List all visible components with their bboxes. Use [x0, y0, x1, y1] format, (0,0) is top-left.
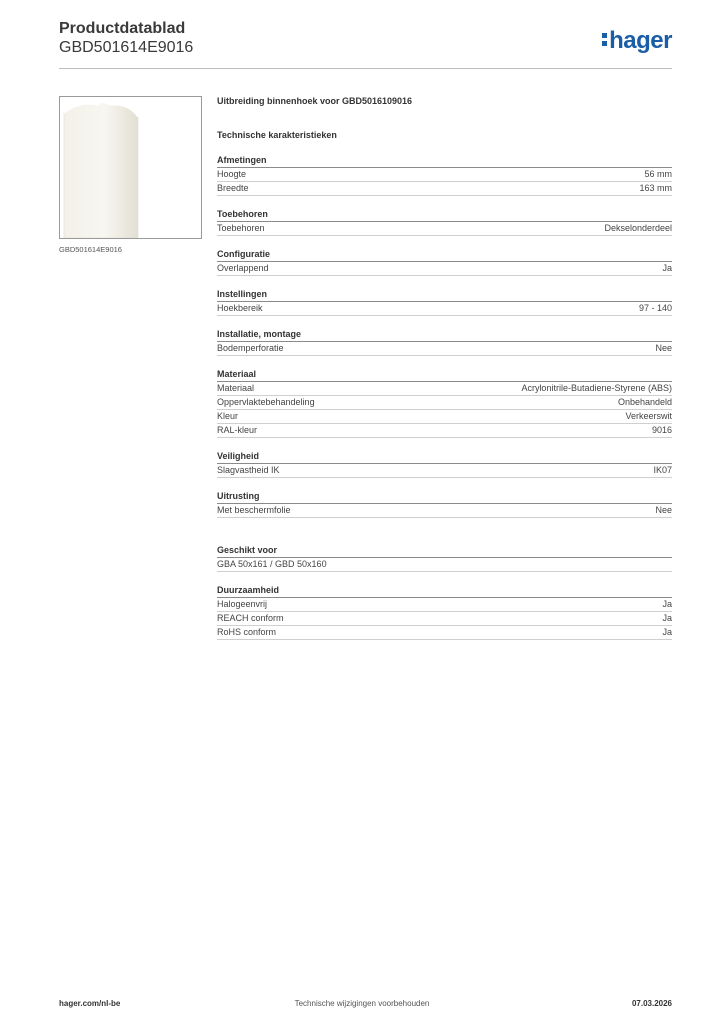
spec-value: 9016 [651, 425, 672, 435]
group-title: Materiaal [217, 368, 672, 382]
group-title: Afmetingen [217, 154, 672, 168]
group-title: Veiligheid [217, 450, 672, 464]
spec-row [217, 424, 672, 438]
spec-value: Verkeerswit [625, 411, 672, 421]
group-materiaal [217, 368, 672, 438]
product-photo-icon [60, 97, 201, 238]
spec-label: RoHS conform [217, 627, 277, 637]
header-divider [59, 68, 672, 69]
spec-row [217, 222, 672, 236]
group-title: Toebehoren [217, 208, 672, 222]
spec-label: Toebehoren [217, 223, 265, 233]
group-geschikt-voor [217, 544, 672, 572]
spec-label: Breedte [217, 183, 249, 193]
spec-value: Ja [662, 263, 672, 273]
document-title: Productdatablad [59, 20, 186, 37]
group-instellingen [217, 288, 672, 316]
spec-label: RAL-kleur [217, 425, 258, 435]
spec-label: REACH conform [217, 613, 284, 623]
specifications [217, 95, 672, 640]
logo-dots-icon [602, 30, 607, 49]
spec-value: IK07 [653, 465, 672, 475]
group-installatie [217, 328, 672, 356]
spec-label: Kleur [217, 411, 239, 421]
suitable-value: GBA 50x161 / GBD 50x160 [217, 558, 672, 572]
group-configuratie [217, 248, 672, 276]
spec-label: Slagvastheid IK [217, 465, 280, 475]
group-title: Duurzaamheid [217, 584, 672, 598]
spec-label: Met beschermfolie [217, 505, 291, 515]
spec-row [217, 612, 672, 626]
group-title: Installatie, montage [217, 328, 672, 342]
spec-value: Nee [655, 343, 672, 353]
spec-row [217, 464, 672, 478]
group-title: Uitrusting [217, 490, 672, 504]
spec-value: Ja [662, 627, 672, 637]
group-veiligheid [217, 450, 672, 478]
product-image [59, 96, 202, 239]
spec-value: Onbehandeld [617, 397, 672, 407]
spec-value: Nee [655, 505, 672, 515]
spec-value: 163 mm [639, 183, 672, 193]
group-afmetingen [217, 154, 672, 196]
spec-label: Overlappend [217, 263, 269, 273]
spec-row [217, 598, 672, 612]
spec-row [217, 168, 672, 182]
spec-row [217, 302, 672, 316]
spec-row [217, 626, 672, 640]
spec-label: Halogeenvrij [217, 599, 268, 609]
spec-row [217, 182, 672, 196]
spec-value: 56 mm [644, 169, 672, 179]
spec-label: Bodemperforatie [217, 343, 284, 353]
spec-row [217, 262, 672, 276]
spec-label: Hoogte [217, 169, 247, 179]
spec-row [217, 382, 672, 396]
spec-value: Dekselonderdeel [604, 223, 672, 233]
group-uitrusting [217, 490, 672, 518]
footer-note: Technische wijzigingen voorbehouden [294, 999, 430, 1008]
footer-date: 07.03.2026 [631, 999, 672, 1008]
spec-row [217, 396, 672, 410]
logo-text: hager [609, 27, 672, 54]
spec-value: Ja [662, 599, 672, 609]
spec-row [217, 504, 672, 518]
spec-value: Acrylonitrile-Butadiene-Styrene (ABS) [521, 383, 672, 393]
spec-row [217, 410, 672, 424]
spec-label: Oppervlaktebehandeling [217, 397, 315, 407]
spec-value: Ja [662, 613, 672, 623]
spec-value: 97 - 140 [638, 303, 672, 313]
footer-website-link[interactable]: hager.com/nl-be [59, 999, 121, 1008]
product-name: Uitbreiding binnenhoek voor GBD5016109016 [217, 96, 413, 106]
group-title: Instellingen [217, 288, 672, 302]
hager-logo [602, 27, 672, 55]
spec-row [217, 342, 672, 356]
group-title: Geschikt voor [217, 544, 672, 558]
group-duurzaamheid [217, 584, 672, 640]
spec-label: Materiaal [217, 383, 255, 393]
product-code: GBD501614E9016 [59, 39, 194, 56]
tech-heading: Technische karakteristieken [217, 130, 337, 140]
image-caption: GBD501614E9016 [59, 245, 122, 254]
group-title: Configuratie [217, 248, 672, 262]
group-toebehoren [217, 208, 672, 236]
spec-label: Hoekbereik [217, 303, 263, 313]
